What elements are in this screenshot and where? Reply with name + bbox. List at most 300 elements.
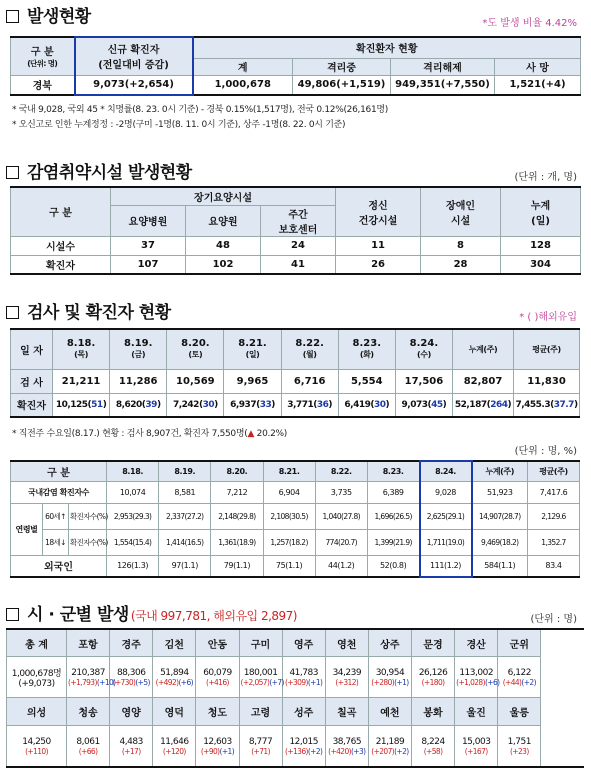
table-cell: 11 [336, 236, 421, 255]
region-header: 봉화 [412, 698, 455, 726]
col-weekly-avg: 평균(주) [514, 329, 580, 369]
table-cell: 1,711(19.0) [420, 529, 472, 555]
region-cell [67, 657, 116, 698]
col-released: 격리해제 [391, 58, 495, 75]
table-cell: 3,735 [315, 481, 367, 503]
region-count: 41,783 [289, 667, 318, 678]
confirmed-cell: 9,073(45) [395, 393, 452, 417]
facility-col-nursing: 요양원 [186, 205, 261, 236]
region-count: 30,954 [375, 667, 405, 678]
confirmed-cell: 7,242(30) [167, 393, 224, 417]
table-cell: 83.4 [528, 555, 580, 577]
region-increase-line [197, 747, 237, 756]
date-header [224, 329, 281, 369]
region-increase-line [111, 747, 151, 756]
date-header [338, 329, 395, 369]
region-cell [325, 726, 368, 767]
col-weekly-sum: 누계(주) [472, 461, 528, 481]
region-header: 구미 [239, 629, 282, 657]
facility-col-category: 구 분 [11, 187, 111, 236]
region-increase-line [284, 747, 324, 756]
region-increase: (+312) [335, 677, 359, 687]
region-count: 14,250 [22, 736, 51, 747]
table-cell: 1,040(27.8) [315, 503, 367, 529]
confirmed-cell: 6,937(33) [224, 393, 281, 417]
region-foreign: (+6) [178, 677, 193, 687]
region-header: 문경 [412, 629, 455, 657]
region-count: 12,603 [203, 736, 232, 747]
table-cell: 9,469(18.2) [472, 529, 528, 555]
region-increase: (+44) [502, 677, 522, 687]
region-cell [239, 657, 282, 698]
facility-col-longterm: 장기요양시설 [111, 187, 336, 205]
region-increase: (+66) [78, 746, 98, 756]
table-cell: 2,953(29.3) [107, 503, 159, 529]
confirmed-cell: 7,455.3(37.7) [514, 393, 580, 417]
region-increase: (+136) [285, 746, 308, 756]
region-increase-line [154, 678, 194, 687]
date-header: 8.21. [263, 461, 315, 481]
facility-col-hospital: 요양병원 [111, 205, 186, 236]
released-cell: 949,351(+7,550) [391, 75, 495, 95]
table-cell: 2,108(30.5) [263, 503, 315, 529]
test-cell: 17,506 [395, 369, 452, 393]
tests-table [10, 328, 580, 418]
table-cell: 2,625(29.1) [420, 503, 472, 529]
confirmed-cell: 52,187(264) [453, 393, 514, 417]
region-count: 34,239 [332, 667, 362, 678]
test-cell: 9,965 [224, 369, 281, 393]
table-cell: 7,417.6 [528, 481, 580, 503]
region-increase-line [327, 747, 367, 756]
region-increase-line [499, 747, 539, 756]
table-cell: 1,361(18.9) [211, 529, 263, 555]
table-row-label: 확진자 [11, 255, 111, 274]
table-cell: 584(1.1) [472, 555, 528, 577]
date-header: 8.23. [367, 461, 419, 481]
new-cases-cell: 9,073(+2,654) [75, 75, 193, 95]
age-60-label: 60세↑ [43, 503, 69, 529]
region-increase: (+110) [25, 746, 48, 756]
date-header [167, 329, 224, 369]
date-header [281, 329, 338, 369]
region-header: 포항 [67, 629, 110, 657]
table-cell: 52(0.8) [367, 555, 419, 577]
tests-note: * 직전주 수요일(8.17.) 현황 : 검사 8,907건, 확진자 7,550명(▲ 20.2%) [12, 429, 287, 439]
region-header: 영덕 [153, 698, 196, 726]
region-foreign: (+3) [350, 746, 366, 756]
region-cell [412, 726, 455, 767]
test-cell: 82,807 [453, 369, 514, 393]
region-cell [282, 726, 325, 767]
weekday-label: (금) [131, 350, 146, 360]
checkbox-square-icon [6, 306, 19, 319]
date-header [395, 329, 452, 369]
region-unit: (단위 : 명) [530, 614, 577, 625]
region-cell [7, 726, 67, 767]
test-cell: 5,554 [338, 369, 395, 393]
region-increase: (+167) [464, 746, 488, 756]
age-unit: (단위 : 명, %) [514, 446, 577, 457]
region-cell [239, 726, 282, 767]
table-cell: 41 [261, 255, 336, 274]
region-header: 군위 [498, 629, 541, 657]
region-cell [368, 657, 411, 698]
facility-col-daycare: 주간 보호센터 [261, 205, 336, 236]
row-domestic-label: 국내감염 확진자수 [11, 481, 107, 503]
region-foreign: (+10) [96, 677, 116, 687]
table-cell: 44(1.2) [315, 555, 367, 577]
foreign-count: 45 [431, 399, 443, 410]
region-increase-line [456, 747, 496, 756]
isolated-cell: 49,806(+1,519) [293, 75, 391, 95]
table-row-label: 시설수 [11, 236, 111, 255]
table-cell: 2,337(27.2) [159, 503, 211, 529]
age-col-category: 구 분 [11, 461, 107, 481]
death-cell: 1,521(+4) [495, 75, 581, 95]
table-cell: 111(1.2) [420, 555, 472, 577]
table-cell: 9,028 [420, 481, 472, 503]
date-label: 8.22. [295, 338, 324, 350]
region-increase-line [111, 678, 151, 687]
region-increase-line [154, 747, 194, 756]
foreign-count: 30 [202, 399, 215, 410]
region-cell [110, 726, 153, 767]
region-count: 210,387 [71, 667, 105, 678]
table-cell: 1,696(26.5) [367, 503, 419, 529]
date-label: 8.21. [238, 338, 267, 350]
region-increase-line [68, 747, 108, 756]
region-increase-line [456, 677, 500, 687]
region-increase-line [241, 747, 281, 756]
age-table [10, 460, 580, 578]
region-count: 51,894 [160, 667, 189, 678]
outbreak-note-1: * 국내 9,028, 국외 45 * 치명률(8. 23. 0시 기준) - 경북 0.15%(1,517명), 전국 0.12%(26,161명) [12, 105, 388, 115]
table-cell: 1,414(16.5) [159, 529, 211, 555]
weekday-label: (일) [245, 350, 260, 360]
col-weekly-avg: 평균(주) [528, 461, 580, 481]
region-increase: (+207) [371, 746, 395, 756]
region-foreign: (+2) [521, 677, 536, 687]
foreign-note: * ( )해외유입 [519, 312, 577, 323]
checkbox-square-icon [6, 10, 19, 23]
region-count: 88,306 [116, 667, 146, 678]
region-foreign: (+5) [135, 677, 150, 687]
checkbox-square-icon [6, 166, 19, 179]
confirmed-count: 52,187 [454, 399, 487, 410]
foreign-count: 30 [373, 399, 386, 410]
row-confirmed-label: 확진자 [11, 393, 53, 417]
region-increase-line [240, 677, 284, 687]
region-increase: (+416) [206, 677, 229, 687]
region-increase-line [499, 678, 539, 687]
region-increase-line [284, 678, 324, 687]
facility-col-mental: 정신 건강시설 [336, 187, 421, 236]
region-cell [196, 726, 239, 767]
date-label: 8.18. [66, 338, 96, 350]
date-header: 8.22. [315, 461, 367, 481]
col-new-cases: 신규 확진자 (전일대비 증감) [75, 37, 193, 75]
total-increase: (+9,073) [18, 678, 55, 689]
region-header: 청송 [67, 698, 110, 726]
date-header: 8.19. [159, 461, 211, 481]
table-cell: 1,554(15.4) [107, 529, 159, 555]
region-cell [498, 726, 541, 767]
region-count: 8,777 [248, 736, 273, 747]
total-value: 1,000,678명 [11, 668, 62, 679]
region-increase: (+120) [162, 746, 186, 756]
date-label: 8.19. [123, 338, 153, 350]
region-increase: (+2,057) [240, 677, 270, 687]
date-header: 8.24. [420, 461, 472, 481]
region-foreign: (+1) [219, 746, 235, 756]
table-cell: 1,352.7 [528, 529, 580, 555]
table-cell: 2,129.6 [528, 503, 580, 529]
region-header: 경산 [455, 629, 498, 657]
section-title-tests: 검사 및 확진자 현황 [6, 298, 171, 323]
confirmed-cell: 3,771(36) [281, 393, 338, 417]
region-count: 11,646 [160, 736, 189, 747]
row-age-label: 연령별 [11, 503, 43, 555]
region-count: 38,765 [332, 736, 362, 747]
col-category: 구 분 (단위: 명) [11, 37, 75, 75]
confirmed-count: 6,937 [230, 399, 257, 410]
col-death: 사 망 [495, 58, 581, 75]
region-foreign: (+1) [307, 677, 323, 687]
section-title-facility: 감염취약시설 발생현황 [6, 158, 192, 183]
checkbox-square-icon [6, 608, 19, 621]
region-header: 안동 [196, 629, 239, 657]
row-foreign-label: 외국인 [11, 555, 107, 577]
region-subtitle: (국내 997,781, 해외유입 2,897) [130, 609, 297, 623]
age-18-sub: 확진자수(%) [69, 529, 107, 555]
region-cell [325, 657, 368, 698]
foreign-count: 36 [316, 399, 329, 410]
region-header: 성주 [282, 698, 325, 726]
region-count: 4,483 [119, 736, 143, 747]
region-increase: (+23) [509, 746, 529, 756]
region-increase: (+1,793) [68, 677, 97, 687]
region-table [6, 628, 584, 768]
facility-unit: (단위 : 개, 명) [514, 172, 577, 183]
region-cell [498, 657, 541, 698]
region-cell [455, 657, 498, 698]
weekday-label: (목) [74, 350, 88, 360]
region-header: 김천 [153, 629, 196, 657]
table-cell: 126(1.3) [107, 555, 159, 577]
col-isolated: 격리중 [293, 58, 391, 75]
region-header: 영천 [325, 629, 368, 657]
region-header: 울릉 [498, 698, 541, 726]
up-triangle-icon: ▲ [247, 429, 255, 439]
region-increase: (+730) [112, 677, 136, 687]
region-count: 15,003 [461, 736, 491, 747]
col-group-status: 확진환자 현황 [193, 37, 581, 58]
foreign-count: 33 [259, 399, 272, 410]
foreign-count: 39 [145, 399, 157, 410]
facility-col-disabled: 장애인 시설 [421, 187, 501, 236]
region-count: 180,001 [243, 667, 278, 678]
region-header: 총 계 [7, 629, 67, 657]
table-cell: 1,257(18.2) [263, 529, 315, 555]
region-increase: (+17) [121, 746, 141, 756]
region-header: 고령 [239, 698, 282, 726]
age-60-sub: 확진자수(%) [69, 503, 107, 529]
test-cell: 21,211 [53, 369, 110, 393]
region-header: 청도 [196, 698, 239, 726]
section-title-region: 시 · 군별 발생 (국내 997,781, 해외유입 2,897) [6, 600, 297, 625]
region-increase: (+1,028) [456, 677, 485, 687]
region-increase-line [327, 678, 367, 687]
table-cell: 102 [186, 255, 261, 274]
region-cell [153, 726, 196, 767]
region-increase: (+90) [200, 746, 220, 756]
region-cell [282, 657, 325, 698]
table-cell: 14,907(28.7) [472, 503, 528, 529]
region-header: 칠곡 [325, 698, 368, 726]
table-cell: 51,923 [472, 481, 528, 503]
region-increase-line [8, 747, 65, 756]
col-total: 계 [193, 58, 293, 75]
region-count: 26,126 [418, 667, 448, 678]
table-cell: 37 [111, 236, 186, 255]
region-count: 113,002 [459, 667, 494, 678]
confirmed-cell: 10,125(51) [53, 393, 110, 417]
weekday-label: (화) [359, 350, 374, 360]
foreign-count: 51 [91, 399, 103, 410]
confirmed-count: 9,073 [401, 399, 428, 410]
table-cell: 79(1.1) [211, 555, 263, 577]
table-cell: 26 [336, 255, 421, 274]
foreign-count: 264 [490, 399, 508, 410]
test-cell: 10,569 [167, 369, 224, 393]
weekday-label: (수) [417, 350, 431, 360]
weekday-label: (토) [188, 350, 203, 360]
region-header: 예천 [368, 698, 411, 726]
region-header: 의성 [7, 698, 67, 726]
region-cell [368, 726, 411, 767]
region-increase-line [413, 747, 453, 756]
region-increase: (+58) [423, 746, 443, 756]
region-foreign: (+1) [394, 677, 409, 687]
region-increase: (+420) [328, 746, 351, 756]
test-cell: 6,716 [281, 369, 338, 393]
confirmed-count: 7,455.3 [515, 399, 551, 410]
region-header: 영주 [282, 629, 325, 657]
date-header [110, 329, 167, 369]
region-increase: (+492) [155, 677, 179, 687]
region-increase: (+180) [421, 677, 445, 687]
row-tests-label: 검 사 [11, 369, 53, 393]
confirmed-count: 8,620 [115, 399, 142, 410]
region-count: 1,751 [507, 736, 531, 747]
col-date: 일 자 [11, 329, 53, 369]
outbreak-rate-note: *도 발생 비율 4.42% [482, 18, 577, 29]
outbreak-note-2: * 오신고로 인한 누계정정 : -2명(구미 -1명(8. 11. 0시 기준), 상주 -1명(8. 22. 0시 기준) [12, 120, 346, 130]
region-cell [412, 657, 455, 698]
table-cell: 2,148(29.8) [211, 503, 263, 529]
region-foreign: (+6) [484, 677, 500, 687]
weekday-label: (월) [302, 350, 317, 360]
region-increase: (+309) [285, 677, 308, 687]
table-cell: 8,581 [159, 481, 211, 503]
date-label: 8.23. [352, 338, 382, 350]
facility-col-cumulative: 누계 (일) [501, 187, 581, 236]
region-cell [153, 657, 196, 698]
region-cell [110, 657, 153, 698]
region-increase-line [370, 678, 410, 687]
region-increase: (+71) [251, 746, 270, 756]
facility-table [10, 186, 581, 275]
region-cell [196, 657, 239, 698]
table-cell: 75(1.1) [263, 555, 315, 577]
confirmed-cell: 8,620(39) [110, 393, 167, 417]
table-cell: 128 [501, 236, 581, 255]
table-cell: 1,399(21.9) [367, 529, 419, 555]
col-weekly-sum: 누계(주) [453, 329, 514, 369]
confirmed-count: 6,419 [344, 399, 371, 410]
total-cell [7, 657, 67, 698]
confirmed-cell: 6,419(30) [338, 393, 395, 417]
region-increase-line [68, 677, 116, 687]
region-header: 상주 [368, 629, 411, 657]
region-count: 12,015 [289, 736, 318, 747]
region-header: 영양 [110, 698, 153, 726]
region-header: 경주 [110, 629, 153, 657]
region-cell [455, 726, 498, 767]
region-increase: (+280) [371, 677, 395, 687]
table-cell: 28 [421, 255, 501, 274]
total-cell: 1,000,678 [193, 75, 293, 95]
test-cell: 11,830 [514, 369, 580, 393]
table-cell: 774(20.7) [315, 529, 367, 555]
region-cell [67, 726, 110, 767]
outbreak-table [10, 36, 581, 96]
table-cell: 8 [421, 236, 501, 255]
region-count: 8,224 [421, 736, 445, 747]
table-cell: 6,904 [263, 481, 315, 503]
confirmed-count: 3,771 [287, 399, 314, 410]
region-increase-line [370, 747, 410, 756]
table-cell: 24 [261, 236, 336, 255]
region-count: 8,061 [76, 736, 100, 747]
region-cell: 경북 [11, 75, 75, 95]
date-header: 8.18. [107, 461, 159, 481]
date-label: 8.24. [409, 338, 439, 350]
table-cell: 107 [111, 255, 186, 274]
date-header [53, 329, 110, 369]
foreign-count: 37.7 [553, 399, 574, 410]
region-count: 6,122 [507, 667, 531, 678]
region-foreign: (+2) [394, 746, 409, 756]
table-cell: 10,074 [107, 481, 159, 503]
confirmed-count: 10,125 [55, 399, 88, 410]
region-increase-line [197, 678, 237, 687]
region-header: 울진 [455, 698, 498, 726]
region-count: 60,079 [203, 667, 232, 678]
date-header: 8.20. [211, 461, 263, 481]
test-cell: 11,286 [110, 369, 167, 393]
region-increase-line [413, 678, 453, 687]
age-18-label: 18세↓ [43, 529, 69, 555]
section-title-outbreak: 발생현황 [6, 2, 91, 27]
table-cell: 97(1.1) [159, 555, 211, 577]
region-foreign: (+2) [307, 746, 323, 756]
table-cell: 304 [501, 255, 581, 274]
table-cell: 6,389 [367, 481, 419, 503]
region-count: 21,189 [375, 736, 405, 747]
confirmed-count: 7,242 [172, 399, 199, 410]
